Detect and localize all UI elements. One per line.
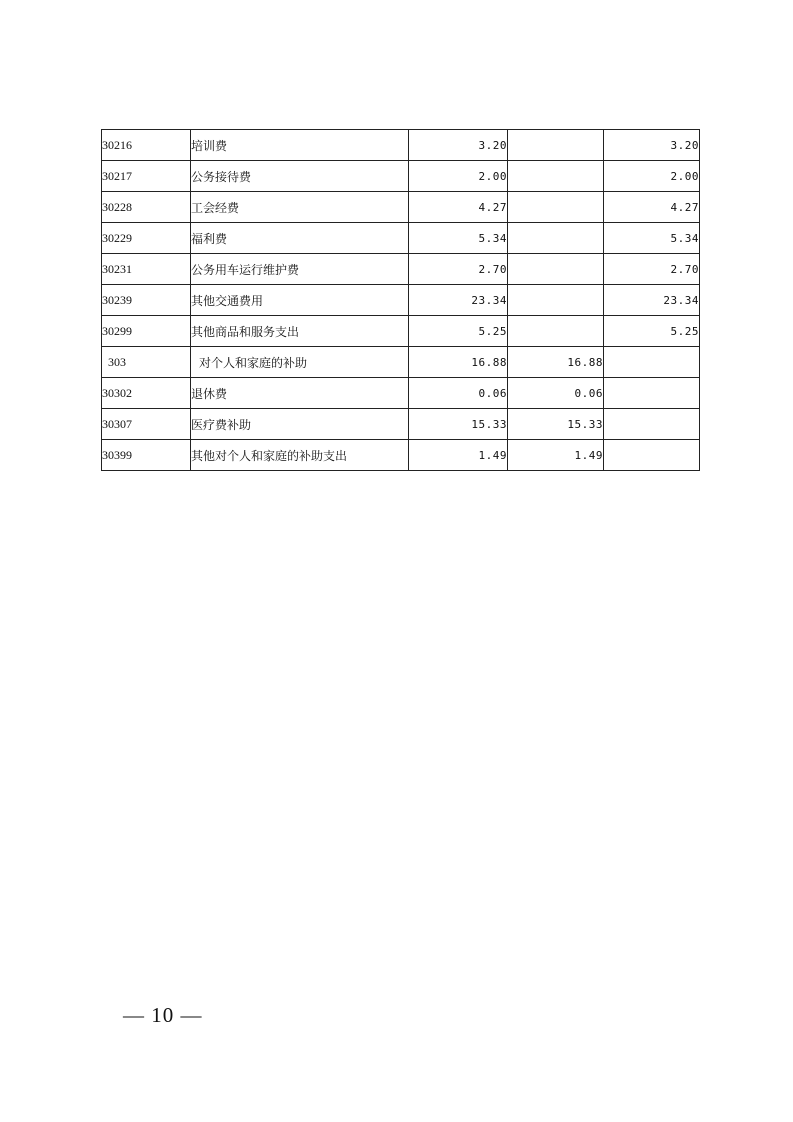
account-code-cell: 30229 xyxy=(102,223,191,254)
basic-expenditure-cell: 15.33 xyxy=(508,409,604,440)
account-name-cell: 医疗费补助 xyxy=(191,409,409,440)
account-name-cell: 其他商品和服务支出 xyxy=(191,316,409,347)
total-amount-cell: 5.34 xyxy=(409,223,508,254)
basic-expenditure-cell: 16.88 xyxy=(508,347,604,378)
total-amount-cell: 5.25 xyxy=(409,316,508,347)
account-name-cell: 对个人和家庭的补助 xyxy=(191,347,409,378)
table-row xyxy=(102,130,700,161)
project-expenditure-cell xyxy=(604,409,700,440)
total-amount-cell: 2.70 xyxy=(409,254,508,285)
account-name-cell: 其他交通费用 xyxy=(191,285,409,316)
total-amount-cell: 3.20 xyxy=(409,130,508,161)
project-expenditure-cell: 3.20 xyxy=(604,130,700,161)
table-row xyxy=(102,440,700,471)
account-name-cell: 工会经费 xyxy=(191,192,409,223)
account-name-cell: 其他对个人和家庭的补助支出 xyxy=(191,440,409,471)
account-code-cell: 30239 xyxy=(102,285,191,316)
project-expenditure-cell: 2.70 xyxy=(604,254,700,285)
basic-expenditure-cell xyxy=(508,285,604,316)
project-expenditure-cell: 23.34 xyxy=(604,285,700,316)
basic-expenditure-cell: 0.06 xyxy=(508,378,604,409)
basic-expenditure-cell xyxy=(508,161,604,192)
account-code-cell: 30299 xyxy=(102,316,191,347)
total-amount-cell: 15.33 xyxy=(409,409,508,440)
basic-expenditure-cell xyxy=(508,192,604,223)
page-number: — 10 — xyxy=(123,1003,203,1027)
account-code-cell: 30399 xyxy=(102,440,191,471)
project-expenditure-cell: 4.27 xyxy=(604,192,700,223)
table-row xyxy=(102,285,700,316)
account-name-cell: 退休费 xyxy=(191,378,409,409)
account-name-cell: 公务接待费 xyxy=(191,161,409,192)
total-amount-cell: 2.00 xyxy=(409,161,508,192)
total-amount-cell: 0.06 xyxy=(409,378,508,409)
project-expenditure-cell: 2.00 xyxy=(604,161,700,192)
project-expenditure-cell: 5.34 xyxy=(604,223,700,254)
account-name-cell: 培训费 xyxy=(191,130,409,161)
table-row xyxy=(102,254,700,285)
account-code-cell: 30231 xyxy=(102,254,191,285)
expenditure-table xyxy=(101,129,700,471)
basic-expenditure-cell xyxy=(508,316,604,347)
expenditure-table-body xyxy=(102,130,700,471)
total-amount-cell: 1.49 xyxy=(409,440,508,471)
basic-expenditure-cell xyxy=(508,254,604,285)
project-expenditure-cell: 5.25 xyxy=(604,316,700,347)
basic-expenditure-cell xyxy=(508,130,604,161)
table-row xyxy=(102,192,700,223)
account-name-cell: 福利费 xyxy=(191,223,409,254)
table-row xyxy=(102,161,700,192)
project-expenditure-cell xyxy=(604,378,700,409)
account-code-cell: 30217 xyxy=(102,161,191,192)
account-code-cell: 30228 xyxy=(102,192,191,223)
table-row xyxy=(102,347,700,378)
total-amount-cell: 4.27 xyxy=(409,192,508,223)
total-amount-cell: 16.88 xyxy=(409,347,508,378)
account-code-cell: 303 xyxy=(102,347,191,378)
account-code-cell: 30216 xyxy=(102,130,191,161)
table-row xyxy=(102,316,700,347)
table-row xyxy=(102,378,700,409)
project-expenditure-cell xyxy=(604,347,700,378)
basic-expenditure-cell xyxy=(508,223,604,254)
total-amount-cell: 23.34 xyxy=(409,285,508,316)
table-row xyxy=(102,409,700,440)
basic-expenditure-cell: 1.49 xyxy=(508,440,604,471)
account-name-cell: 公务用车运行维护费 xyxy=(191,254,409,285)
account-code-cell: 30307 xyxy=(102,409,191,440)
table-row xyxy=(102,223,700,254)
account-code-cell: 30302 xyxy=(102,378,191,409)
project-expenditure-cell xyxy=(604,440,700,471)
